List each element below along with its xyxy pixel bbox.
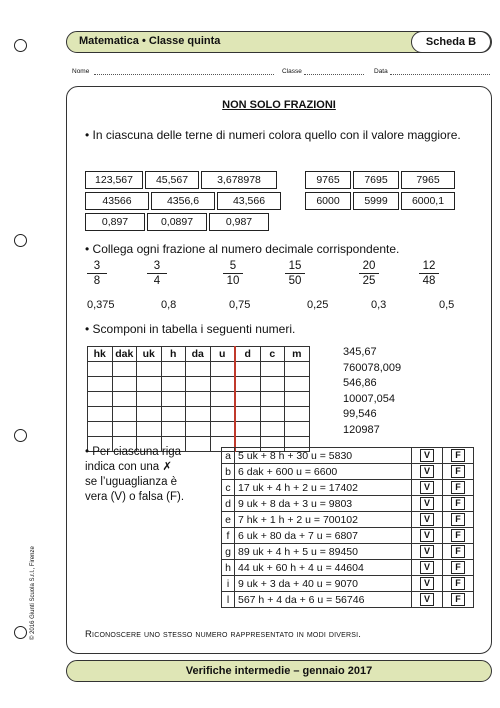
name-label: Nome	[72, 68, 90, 75]
row-letter: l	[222, 592, 235, 608]
column-header: m	[285, 347, 310, 362]
table-row	[222, 560, 474, 576]
equation: 9 uk + 8 da + 3 u = 9803	[235, 496, 412, 512]
column-header: da	[186, 347, 211, 362]
true-checkbox[interactable]: V	[420, 449, 434, 462]
punch-hole	[14, 429, 27, 442]
subject-label: Matematica • Classe quinta	[79, 35, 221, 47]
row-letter: d	[222, 496, 235, 512]
class-label: Classe	[282, 68, 302, 75]
copyright: © 2016 Giunti Scuola S.r.l., Firenze	[30, 546, 36, 640]
fraction[interactable]: $\frac{12}{48}$	[419, 260, 439, 288]
false-checkbox[interactable]: F	[451, 561, 465, 574]
true-checkbox[interactable]: V	[420, 481, 434, 494]
column-header: dak	[112, 347, 137, 362]
fraction[interactable]: $\frac{15}{50}$	[285, 260, 305, 288]
row-letter: a	[222, 448, 235, 464]
punch-hole	[14, 626, 27, 639]
false-checkbox[interactable]: F	[451, 481, 465, 494]
sheet-label: Scheda B	[411, 31, 491, 53]
class-field[interactable]	[304, 74, 364, 75]
table-row	[222, 448, 474, 464]
equation: 89 uk + 4 h + 5 u = 89450	[235, 544, 412, 560]
table-row	[88, 407, 310, 422]
table-row	[88, 392, 310, 407]
fraction[interactable]: $\frac{3}{8}$	[87, 260, 107, 288]
false-checkbox[interactable]: F	[451, 513, 465, 526]
false-checkbox[interactable]: F	[451, 529, 465, 542]
true-checkbox[interactable]: V	[420, 593, 434, 606]
table-row	[88, 377, 310, 392]
name-field[interactable]	[94, 74, 274, 75]
table-row	[222, 576, 474, 592]
false-checkbox[interactable]: F	[451, 449, 465, 462]
number-box[interactable]: 6000	[305, 192, 351, 210]
number-box[interactable]: 0,897	[85, 213, 145, 231]
page-title: NON SOLO FRAZIONI	[222, 99, 336, 111]
equation: 17 uk + 4 h + 2 u = 17402	[235, 480, 412, 496]
row-letter: h	[222, 560, 235, 576]
number-box[interactable]: 0,0897	[147, 213, 207, 231]
number-box[interactable]: 43566	[85, 192, 149, 210]
column-header: u	[210, 347, 235, 362]
column-header: c	[260, 347, 285, 362]
decimal-value[interactable]: 0,75	[229, 299, 251, 311]
equation: 5 uk + 8 h + 30 u = 5830	[235, 448, 412, 464]
number-to-decompose: 546,86	[343, 377, 377, 389]
fraction[interactable]: $\frac{20}{25}$	[359, 260, 379, 288]
table-row	[222, 480, 474, 496]
true-checkbox[interactable]: V	[420, 577, 434, 590]
false-checkbox[interactable]: F	[451, 593, 465, 606]
number-box[interactable]: 6000,1	[401, 192, 455, 210]
decimal-value[interactable]: 0,375	[87, 299, 115, 311]
number-box[interactable]: 5999	[353, 192, 399, 210]
number-box[interactable]: 9765	[305, 171, 351, 189]
header-bar	[66, 31, 492, 53]
table-row	[222, 544, 474, 560]
row-letter: f	[222, 528, 235, 544]
equation: 9 uk + 3 da + 40 u = 9070	[235, 576, 412, 592]
number-box[interactable]: 4356,6	[151, 192, 215, 210]
number-box[interactable]: 123,567	[85, 171, 143, 189]
bottom-bar: Verifiche intermedie – gennaio 2017	[66, 660, 492, 682]
false-checkbox[interactable]: F	[451, 577, 465, 590]
punch-hole	[14, 234, 27, 247]
ex2-instruction: • Collega ogni frazione al numero decimale corrispondente.	[85, 242, 400, 256]
number-box[interactable]: 0,987	[209, 213, 269, 231]
false-checkbox[interactable]: F	[451, 465, 465, 478]
place-value-table	[87, 346, 310, 452]
decimal-value[interactable]: 0,5	[439, 299, 455, 311]
ex4-instruction: • Per ciascuna riga indica con una ✗ se l’uguaglianza è vera (V) o falsa (F).	[85, 446, 185, 503]
equality-table	[221, 447, 474, 608]
table-row	[222, 592, 474, 608]
decimal-value[interactable]: 0,8	[161, 299, 177, 311]
number-box[interactable]: 7965	[401, 171, 455, 189]
ex1-instruction: • In ciascuna delle terne di numeri colora quello con il valore maggiore.	[85, 128, 461, 142]
number-to-decompose: 760078,009	[343, 361, 402, 374]
equation: 44 uk + 60 h + 4 u = 44604	[235, 560, 412, 576]
table-row	[222, 496, 474, 512]
number-to-decompose: 99,546	[343, 408, 377, 420]
table-row	[88, 362, 310, 377]
number-box[interactable]: 3,678978	[201, 171, 277, 189]
row-letter: i	[222, 576, 235, 592]
row-letter: g	[222, 544, 235, 560]
date-field[interactable]	[390, 74, 490, 75]
column-header: hk	[88, 347, 113, 362]
footer-note: Riconoscere uno stesso numero rappresentato in modi diversi.	[85, 629, 362, 640]
fraction[interactable]: $\frac{5}{10}$	[223, 260, 243, 288]
true-checkbox[interactable]: V	[420, 529, 434, 542]
equation: 6 uk + 80 da + 7 u = 6807	[235, 528, 412, 544]
worksheet-frame	[66, 86, 492, 654]
table-row	[222, 464, 474, 480]
true-checkbox[interactable]: V	[420, 561, 434, 574]
number-box[interactable]: 45,567	[145, 171, 199, 189]
row-letter: b	[222, 464, 235, 480]
punch-hole	[14, 39, 27, 52]
equation: 7 hk + 1 h + 2 u = 700102	[235, 512, 412, 528]
false-checkbox[interactable]: F	[451, 497, 465, 510]
table-row	[222, 512, 474, 528]
table-row	[88, 422, 310, 437]
number-box[interactable]: 7695	[353, 171, 399, 189]
row-letter: c	[222, 480, 235, 496]
number-to-decompose: 10007,054	[343, 392, 395, 405]
true-checkbox[interactable]: V	[420, 545, 434, 558]
column-header: uk	[137, 347, 162, 362]
column-header: d	[235, 347, 260, 362]
number-box[interactable]: 43,566	[217, 192, 281, 210]
true-checkbox[interactable]: V	[420, 513, 434, 526]
true-checkbox[interactable]: V	[420, 497, 434, 510]
row-letter: e	[222, 512, 235, 528]
date-label: Data	[374, 68, 388, 75]
equation: 6 dak + 600 u = 6600	[235, 464, 412, 480]
ex3-instruction: • Scomponi in tabella i seguenti numeri.	[85, 322, 296, 336]
equation: 567 h + 4 da + 6 u = 56746	[235, 592, 412, 608]
decimal-value[interactable]: 0,25	[307, 299, 329, 311]
decimal-value[interactable]: 0,3	[371, 299, 387, 311]
number-to-decompose: 345,67	[343, 346, 377, 358]
number-to-decompose: 120987	[343, 423, 380, 436]
table-row	[222, 528, 474, 544]
column-header: h	[161, 347, 186, 362]
false-checkbox[interactable]: F	[451, 545, 465, 558]
fraction[interactable]: $\frac{3}{4}$	[147, 260, 167, 288]
true-checkbox[interactable]: V	[420, 465, 434, 478]
